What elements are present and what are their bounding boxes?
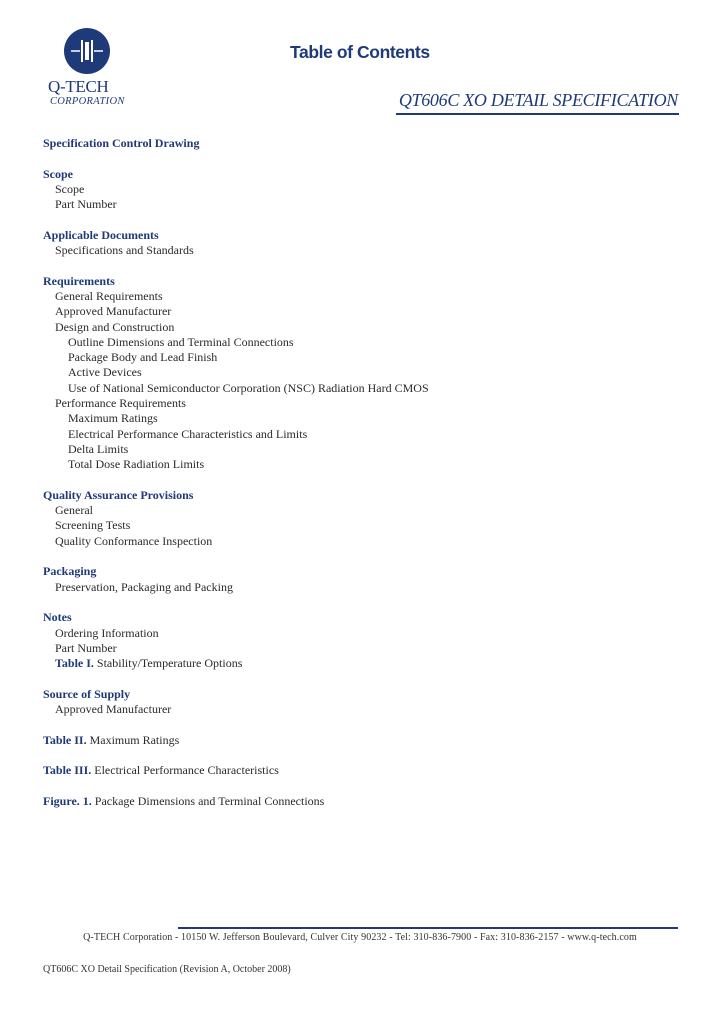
toc-entry-label: Table I. [55,656,94,671]
page-title: Table of Contents [290,42,430,62]
logo-corporation: CORPORATION [50,96,125,107]
toc-entry[interactable]: Maximum Ratings [68,411,158,426]
toc-entry[interactable]: Design and Construction [55,319,175,334]
toc-section[interactable] [43,794,683,809]
toc-entry[interactable] [43,656,683,671]
q-tech-logo-icon [64,28,110,74]
footer-contact: Q-TECH Corporation - 10150 W. Jefferson Boulevard, Culver City 90232 - Tel: 310-836-7900 - Fax: 310-836-2157 - www.q-tech.com [83,932,637,943]
spec-title: QT606C XO DETAIL SPECIFICATION [398,90,678,110]
toc-section[interactable] [43,763,683,778]
toc-section[interactable]: Applicable Documents [43,227,159,242]
toc-entry-label: Figure. 1. [43,793,92,808]
company-logo [48,28,134,110]
toc-entry[interactable]: Part Number [55,640,117,655]
toc-entry[interactable]: Part Number [55,197,117,212]
toc-section[interactable]: Requirements [43,273,115,288]
toc-entry[interactable]: Approved Manufacturer [55,701,172,716]
toc-entry[interactable]: Outline Dimensions and Terminal Connections [68,334,294,349]
toc-entry[interactable]: Use of National Semiconductor Corporation (NSC) Radiation Hard CMOS [68,380,429,395]
toc-entry[interactable]: Ordering Information [55,625,159,640]
toc-entry-text: Electrical Performance Characteristics [94,763,279,778]
toc-section[interactable]: Notes [43,610,72,625]
toc-section[interactable]: Source of Supply [43,686,131,701]
toc-entry-label: Table II. [43,732,87,747]
footer-divider [178,927,678,929]
toc-entry[interactable]: Approved Manufacturer [55,304,172,319]
toc-entry[interactable]: Screening Tests [55,518,131,533]
toc-entry[interactable]: Delta Limits [68,441,129,456]
logo-name: Q-TECH [48,77,109,96]
toc-entry-text: Package Dimensions and Terminal Connections [94,793,325,808]
table-of-contents [43,136,683,809]
revision-note: QT606C XO Detail Specification (Revision A, October 2008) [43,964,291,975]
toc-entry[interactable]: Performance Requirements [55,396,186,411]
toc-entry[interactable]: General [55,503,93,518]
toc-entry[interactable]: Total Dose Radiation Limits [68,457,205,472]
toc-entry[interactable]: Active Devices [68,365,142,380]
toc-entry[interactable]: Electrical Performance Characteristics and Limits [68,426,308,441]
toc-section[interactable]: Specification Control Drawing [43,136,200,150]
toc-section[interactable]: Scope [43,166,73,181]
toc-section[interactable]: Quality Assurance Provisions [43,487,194,502]
toc-section[interactable]: Packaging [43,564,97,579]
toc-entry[interactable]: Scope [55,181,85,196]
toc-entry-label: Table III. [43,763,92,778]
toc-entry[interactable]: Preservation, Packaging and Packing [55,579,233,594]
toc-section[interactable] [43,733,683,748]
toc-entry[interactable]: Quality Conformance Inspection [55,533,213,548]
toc-entry[interactable]: Specifications and Standards [55,243,194,258]
toc-entry-text: Maximum Ratings [89,732,180,747]
header-divider [396,113,679,115]
toc-entry[interactable]: Package Body and Lead Finish [68,350,218,365]
toc-entry[interactable]: General Requirements [55,288,163,303]
toc-entry-text: Stability/Temperature Options [96,656,243,671]
